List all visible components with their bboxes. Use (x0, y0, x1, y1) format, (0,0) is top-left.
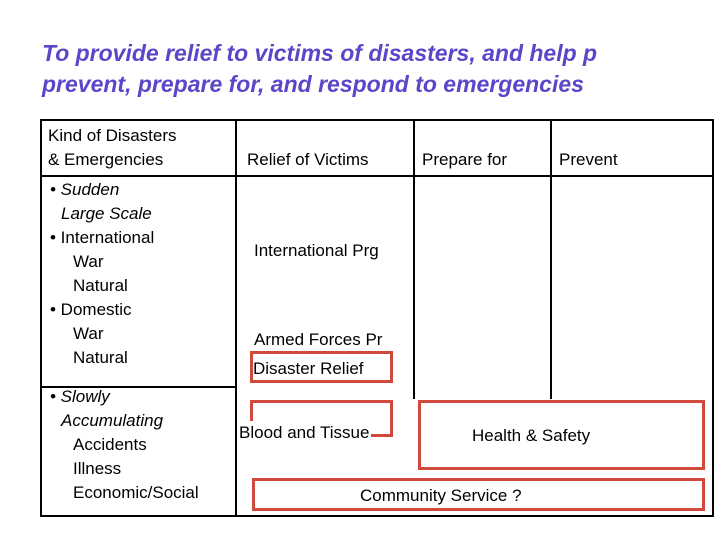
program-blood-tissue: Blood and Tissue (239, 421, 371, 445)
header-divider (40, 175, 714, 177)
list-item: • International (50, 228, 155, 247)
header-prevent: Prevent (559, 150, 618, 169)
program-health-safety: Health & Safety (472, 426, 591, 445)
list-item: Large Scale (61, 204, 152, 223)
kinds-slow-list (50, 385, 199, 505)
list-item: War (73, 252, 104, 271)
column-divider-1 (235, 119, 237, 517)
list-item: Accidents (73, 435, 147, 454)
program-community-service: Community Service ? (360, 486, 522, 505)
program-disaster-relief: Disaster Relief (253, 359, 364, 378)
header-kinds (48, 124, 177, 172)
header-kinds-line-2: & Emergencies (48, 150, 164, 169)
list-item: Economic/Social (73, 483, 199, 502)
list-item: War (73, 324, 104, 343)
list-item: • Domestic (50, 300, 132, 319)
program-international: International Prg (254, 241, 379, 260)
header-relief: Relief of Victims (247, 150, 369, 169)
column-divider-2 (413, 119, 415, 399)
list-item: Illness (73, 459, 122, 478)
table-bottom-border (40, 515, 714, 517)
header-kinds-line-1: Kind of Disasters (48, 126, 177, 145)
table-top-border (40, 119, 714, 121)
list-item: Natural (73, 276, 128, 295)
list-item: Natural (73, 348, 128, 367)
slide-title (42, 38, 720, 100)
header-prepare: Prepare for (422, 150, 508, 169)
kinds-sudden-list (50, 178, 154, 370)
title-line-2: prevent, prepare for, and respond to emergencies (42, 71, 584, 97)
column-divider-3 (550, 119, 552, 399)
table-right-border (712, 119, 714, 517)
program-armed-forces: Armed Forces Pr (254, 330, 383, 349)
list-item: • Sudden (50, 180, 120, 199)
table-left-border (40, 119, 42, 517)
list-item: Accumulating (61, 411, 164, 430)
list-item: • Slowly (50, 387, 110, 406)
title-line-1: To provide relief to victims of disasters, and help p (42, 40, 598, 66)
